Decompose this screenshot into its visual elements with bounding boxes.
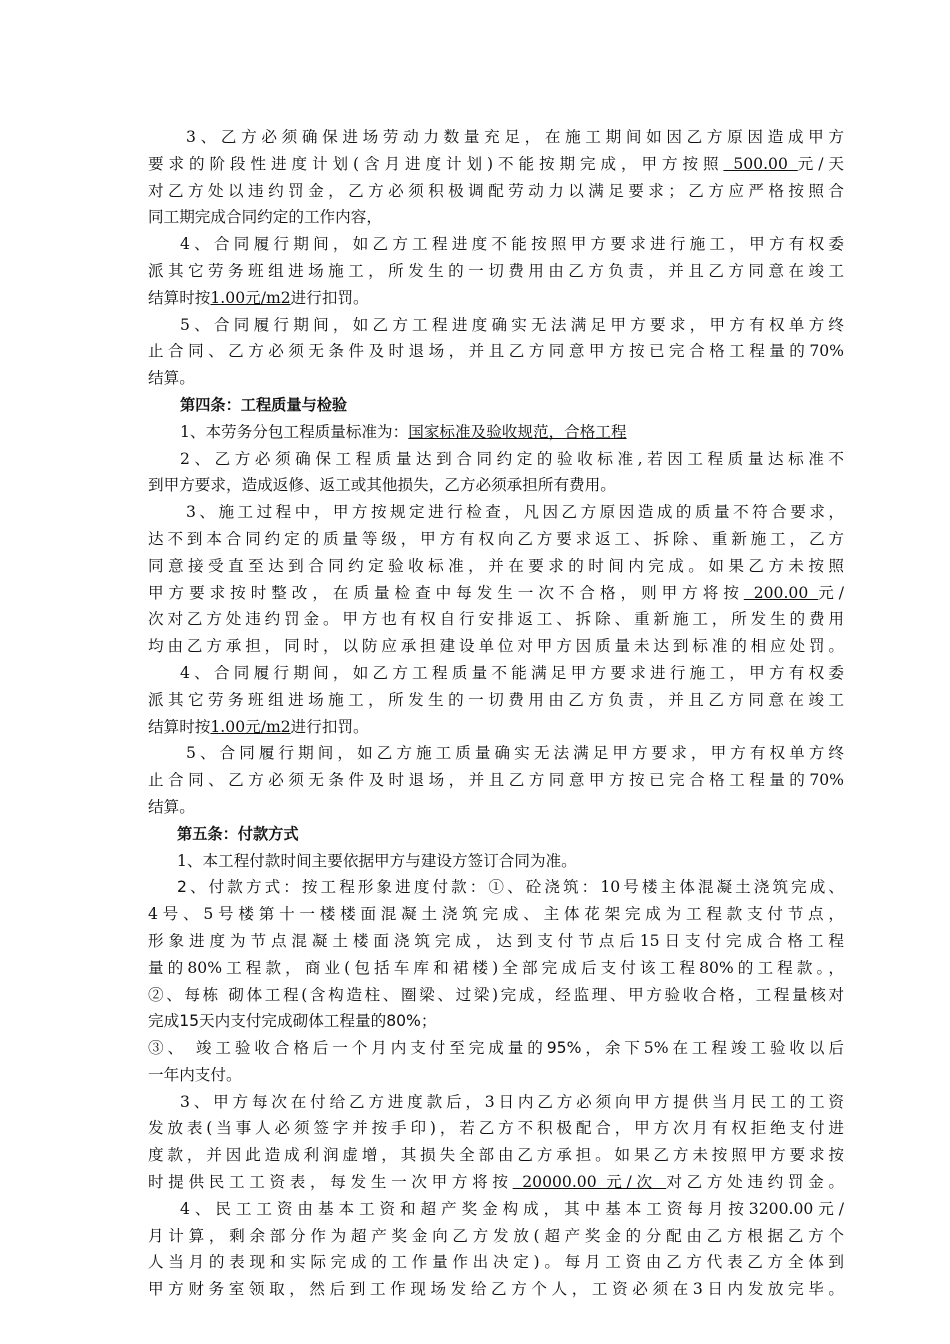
para-line xyxy=(148,740,844,767)
highlight-number: 80% xyxy=(386,1012,421,1031)
highlight-number: 15 xyxy=(179,1012,200,1031)
para-line xyxy=(148,633,844,660)
para-line xyxy=(148,285,844,312)
text-run: 人当月的表现和实际完成的工作量作出决定)。每月工资由乙方代表乙方全体到 xyxy=(148,1253,844,1272)
text-run: 第四条：工程质量与检验 xyxy=(180,395,348,414)
text-run: 均由乙方承担，同时，以防应承担建设单位对甲方因质量未达到标准的相应处罚。 xyxy=(148,637,844,656)
text-run: 发放表(当事人必须签字并按手印)，若乙方不积极配合，甲方次月有权拒绝支付进 xyxy=(148,1119,844,1138)
text-run: 时提供民工工资表，每发生一次甲方将按 xyxy=(148,1173,513,1192)
para-line xyxy=(148,1035,844,1062)
para-line xyxy=(148,124,844,151)
text-run: 元/天 xyxy=(797,154,845,173)
text-run: 完成 xyxy=(148,1012,180,1031)
para-line xyxy=(148,955,844,982)
para-line xyxy=(148,1062,844,1089)
text-run: 5、合同履行期间，如乙方施工质量确实无法满足甲方要求，甲方有权单方终 xyxy=(186,744,844,763)
underlined-value: 国家标准及验收规范，合格工程 xyxy=(408,422,627,441)
text-run: 结算时按 xyxy=(148,288,211,307)
para-line xyxy=(148,499,844,526)
text-run: 5、合同履行期间，如乙方工程进度确实无法满足甲方要求，甲方有权单方终 xyxy=(180,315,844,334)
para-line xyxy=(148,312,844,339)
text-run: ； xyxy=(420,1012,437,1031)
text-run: 2、乙方必须确保工程质量达到合同约定的验收标准,若因工程质量达标准不 xyxy=(180,449,844,468)
para-line xyxy=(148,526,844,553)
para-line xyxy=(148,874,844,901)
text-run: 付款方式：按工程形象进度付款：①、砼浇筑：10号楼主体混凝土浇筑完成、 xyxy=(208,878,845,897)
text-run: 天内支付完成砌体工程量的 xyxy=(199,1012,387,1031)
text-run: 对乙方处以违约罚金，乙方必须积极调配劳动力以满足要求；乙方应严格按照合 xyxy=(148,181,844,200)
text-run: 1、本劳务分包工程质量标准为： xyxy=(180,422,409,441)
para-line xyxy=(148,794,844,821)
para-line xyxy=(148,982,844,1009)
text-run: 要求的阶段性进度计划(含月进度计划)不能按期完成，甲方按照 xyxy=(148,154,724,173)
para-line xyxy=(148,1008,844,1035)
text-run: 结算。 xyxy=(148,369,195,388)
text-run: 元/ xyxy=(818,583,844,602)
para-line xyxy=(148,660,844,687)
text-run: 甲方要求按时整改，在质量检查中每发生一次不合格，则甲方将按 xyxy=(148,583,744,602)
para-line xyxy=(148,178,844,205)
para-line xyxy=(148,1115,844,1142)
text-run: 到甲方要求，造成返修、返工或其他损失，乙方必须承担所有费用。 xyxy=(148,476,616,495)
para-line xyxy=(148,1249,844,1276)
underlined-value: 200.00 xyxy=(743,583,819,602)
text-run: ②、每栋 砌体工程(含构造柱、圈梁、过梁)完成，经监理、甲方验收合格，工程量核对 xyxy=(148,985,844,1004)
para-line xyxy=(148,901,844,928)
text-run: ，余下5%在工程竣工验收以后 xyxy=(581,1039,844,1058)
para-line xyxy=(148,419,844,446)
section-heading xyxy=(148,392,844,419)
text-run: 4、民工工资由基本工资和超产奖金构成，其中基本工资每月按3200.00元/ xyxy=(180,1199,844,1218)
para-line xyxy=(148,848,844,875)
para-line xyxy=(148,1169,844,1196)
para-line xyxy=(148,580,844,607)
para-line xyxy=(148,1196,844,1223)
text-run: 派其它劳务班组进场施工，所发生的一切费用由乙方负责，并且乙方同意在竣工 xyxy=(148,690,844,709)
text-run: 形象进度为节点混凝土楼面浇筑完成，达到支付节点后15日支付完成合格工程 xyxy=(148,931,844,950)
para-line xyxy=(148,1089,844,1116)
para-line xyxy=(148,1223,844,1250)
section-heading xyxy=(148,821,844,848)
para-line xyxy=(148,446,844,473)
para-line xyxy=(148,472,844,499)
text-run: 派其它劳务班组进场施工，所发生的一切费用由乙方负责，并且乙方同意在竣工 xyxy=(148,261,844,280)
text-run: 止合同、乙方必须无条件及时退场，并且乙方同意甲方按已完合格工程量的70% xyxy=(148,342,844,361)
para-line xyxy=(148,606,844,633)
underlined-value: 500.00 xyxy=(723,154,798,173)
text-run: 同意接受直至达到合同约定验收标准，并在要求的时间内完成。如果乙方未按照 xyxy=(148,556,844,575)
para-line xyxy=(148,365,844,392)
text-run: 进行扣罚。 xyxy=(290,717,369,736)
para-line xyxy=(148,231,844,258)
text-run: 3、甲方每次在付给乙方进度款后，3日内乙方必须向甲方提供当月民工的工资 xyxy=(180,1092,844,1111)
para-line xyxy=(148,553,844,580)
document-body xyxy=(148,124,844,1303)
para-line xyxy=(148,338,844,365)
text-run: 结算。 xyxy=(148,797,195,816)
para-line xyxy=(148,714,844,741)
para-line xyxy=(148,151,844,178)
para-line xyxy=(148,928,844,955)
text-run: 一年内支付。 xyxy=(148,1065,242,1084)
text-run: 量的80%工程款，商业(包括车库和裙楼)全部完成后支付该工程80%的工程款。， xyxy=(148,958,844,977)
text-run: 次对乙方处违约罚金。甲方也有权自行安排返工、拆除、重新施工，所发生的费用 xyxy=(148,610,844,629)
text-run: 对乙方处违约罚金。 xyxy=(666,1173,844,1192)
text-run: 止合同、乙方必须无条件及时退场，并且乙方同意甲方按已完合格工程量的70% xyxy=(148,771,844,790)
text-run: 进行扣罚。 xyxy=(290,288,369,307)
text-run: 第五条：付款方式 xyxy=(177,824,299,843)
text-run: 2、 xyxy=(177,878,209,897)
para-line xyxy=(148,687,844,714)
text-run: 3、施工过程中，甲方按规定进行检查，凡因乙方原因造成的质量不符合要求， xyxy=(186,503,844,522)
text-run: 度款，并因此造成利润虚增，其损失全部由乙方承担。如果乙方未按照甲方要求按 xyxy=(148,1146,844,1165)
para-line xyxy=(148,767,844,794)
para-line xyxy=(148,204,844,231)
highlight-number: 95% xyxy=(546,1039,582,1058)
para-line xyxy=(148,1276,844,1303)
underlined-value: 1.00元/m2 xyxy=(210,288,291,307)
text-run: 4号、5号楼第十一楼楼面混凝土浇筑完成、主体花架完成为工程款支付节点， xyxy=(148,905,844,924)
text-run: 3、乙方必须确保进场劳动力数量充足，在施工期间如因乙方原因造成甲方 xyxy=(186,128,844,146)
text-run: 月计算，剩余部分作为超产奖金向乙方发放(超产奖金的分配由乙方根据乙方个 xyxy=(148,1226,844,1245)
text-run: 1、本工程付款时间主要依据甲方与建设方签订合同为准。 xyxy=(177,851,577,870)
text-run: 同工期完成合同约定的工作内容， xyxy=(148,208,382,227)
underlined-value: 1.00元/m2 xyxy=(210,717,291,736)
text-run: 甲方财务室领取，然后到工作现场发给乙方个人，工资必须在3日内发放完毕。 xyxy=(148,1280,844,1299)
para-line xyxy=(148,1142,844,1169)
underlined-value: 20000.00 元/次 xyxy=(512,1173,667,1192)
text-run: 达不到本合同约定的质量等级，甲方有权向乙方要求返工、拆除、重新施工，乙方 xyxy=(148,529,844,548)
text-run: 4、合同履行期间，如乙方工程质量不能满足甲方要求进行施工，甲方有权委 xyxy=(180,663,844,682)
text-run: 结算时按 xyxy=(148,717,211,736)
text-run: ③、 竣工验收合格后一个月内支付至完成量的 xyxy=(148,1039,547,1058)
text-run: 4、合同履行期间，如乙方工程进度不能按照甲方要求进行施工，甲方有权委 xyxy=(180,235,844,254)
para-line xyxy=(148,258,844,285)
